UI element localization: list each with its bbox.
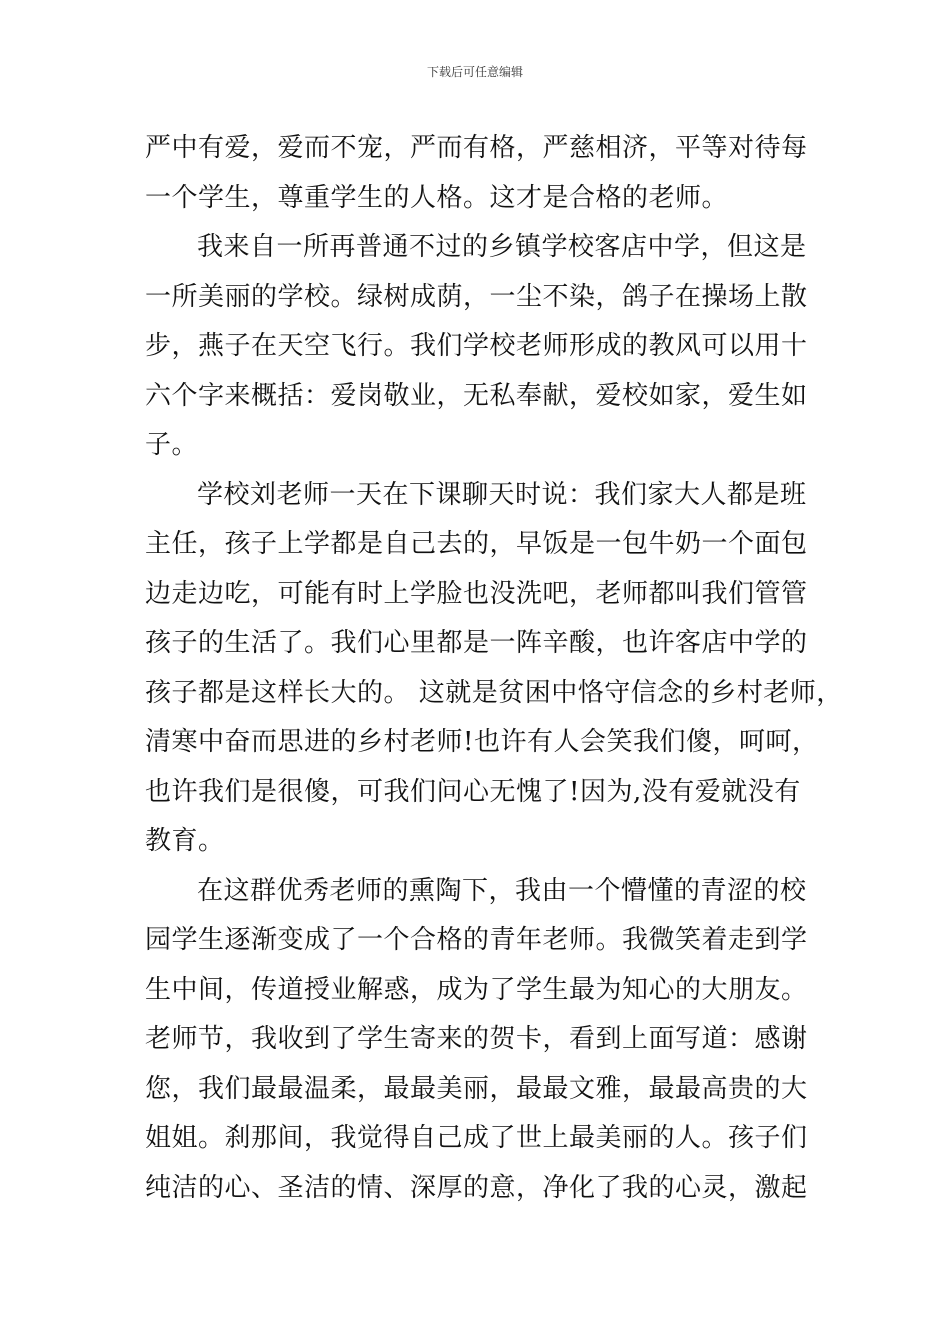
text-line: 老师节，我收到了学生寄来的贺卡，看到上面写道：感谢 [145, 1024, 808, 1054]
text-line: 生中间，传道授业解惑，成为了学生最为知心的大朋友。 [145, 974, 808, 1005]
text-line: 也许我们是很傻，可我们问心无愧了!因为,没有爱就没有 [145, 776, 801, 807]
text-line: 严中有爱，爱而不宠，严而有格，严慈相济，平等对待每 [145, 133, 808, 163]
text-line: 子。 [145, 430, 199, 460]
text-line: 六个字来概括：爱岗敬业，无私奉献，爱校如家，爱生如 [145, 380, 808, 411]
text-line: 教育。 [145, 826, 225, 856]
text-line: 学校刘老师一天在下课聊天时说：我们家大人都是班 [197, 479, 807, 510]
text-line: 孩子的生活了。我们心里都是一阵辛酸，也许客店中学的 [145, 628, 808, 658]
text-line: 一所美丽的学校。绿树成荫，一尘不染，鸽子在操场上散 [145, 281, 808, 312]
text-line: 我来自一所再普通不过的乡镇学校客店中学，但这是 [197, 232, 807, 262]
text-line: 您，我们最最温柔，最最美丽，最最文雅，最最高贵的大 [145, 1073, 808, 1104]
paragraph [145, 223, 815, 471]
document-body [145, 124, 843, 1213]
paragraph [145, 124, 815, 223]
text-line: 一个学生，尊重学生的人格。这才是合格的老师。 [145, 182, 729, 213]
text-line: 园学生逐渐变成了一个合格的青年老师。我微笑着走到学 [145, 925, 808, 955]
text-line: 姐姐。刹那间，我觉得自己成了世上最美丽的人。孩子们 [145, 1123, 808, 1153]
paragraph [145, 471, 843, 867]
text-line: 在这群优秀老师的熏陶下，我由一个懵懂的青涩的校 [197, 875, 807, 906]
text-line: 清寒中奋而思进的乡村老师!也许有人会笑我们傻，呵呵， [145, 727, 819, 757]
text-line: 孩子都是这样长大的。 这就是贫困中恪守信念的乡村老师， [145, 677, 843, 708]
text-line: 纯洁的心、圣洁的情、深厚的意，净化了我的心灵，激起 [145, 1172, 808, 1203]
text-line: 步，燕子在天空飞行。我们学校老师形成的教风可以用十 [145, 331, 808, 361]
text-line: 主任，孩子上学都是自己去的，早饭是一包牛奶一个面包 [145, 529, 808, 559]
page-header: 下载后可任意编辑 [426, 65, 523, 79]
paragraph [145, 867, 815, 1214]
text-line: 边走边吃，可能有时上学脸也没洗吧，老师都叫我们管管 [145, 578, 808, 609]
